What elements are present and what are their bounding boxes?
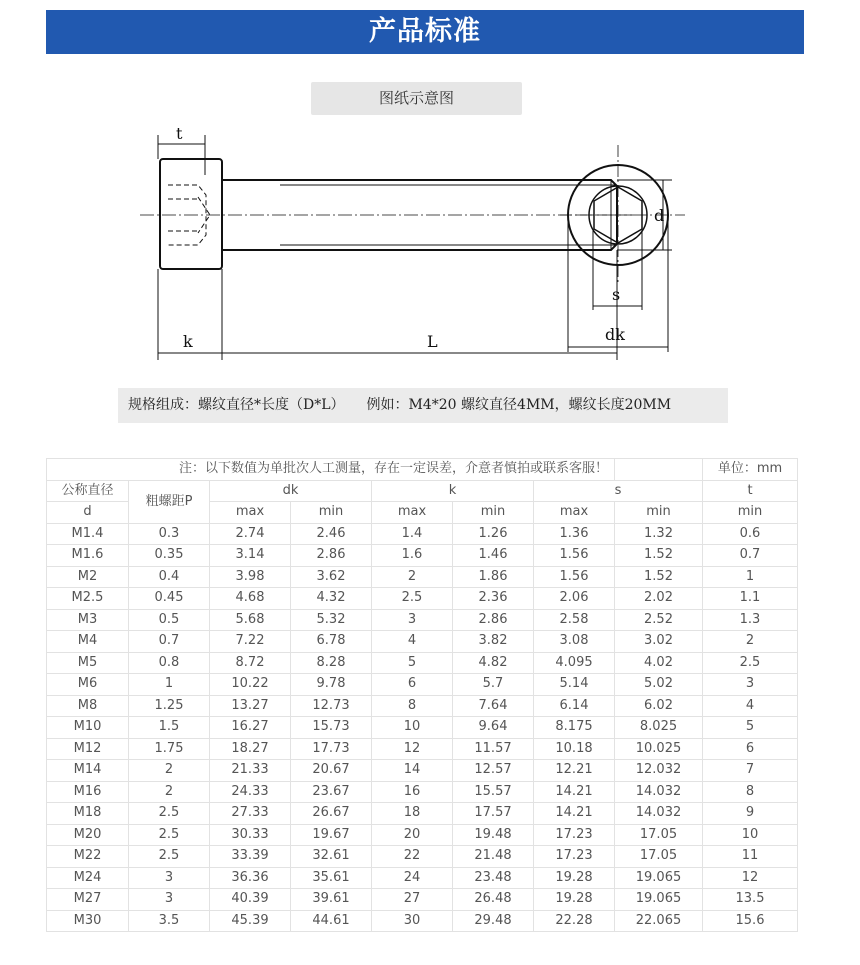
table-note: 注：以下数值为单批次人工测量，存在一定误差，介意者慎拍或联系客服！ [47,459,615,481]
cell-t-min: 8 [703,781,798,803]
cell-t-min: 1 [703,566,798,588]
cell-dk-min: 20.67 [291,760,372,782]
spec-composition: 规格组成：螺纹直径*长度（D*L） [128,397,345,413]
header-t: t [703,480,798,502]
cell-s-min: 1.52 [615,545,703,567]
cell-s-min: 1.52 [615,566,703,588]
cell-d: M2.5 [47,588,129,610]
cell-k-min: 2.86 [453,609,534,631]
cell-dk-min: 26.67 [291,803,372,825]
cell-d: M5 [47,652,129,674]
cell-s-max: 19.28 [534,867,615,889]
cell-t-min: 2.5 [703,652,798,674]
table-row [47,566,798,588]
cell-k-max: 2 [372,566,453,588]
table-row [47,738,798,760]
header-row-1 [47,480,798,502]
cell-p: 0.5 [129,609,210,631]
table-row [47,631,798,653]
cell-k-max: 27 [372,889,453,911]
cell-dk-max: 4.68 [210,588,291,610]
cell-dk-min: 5.32 [291,609,372,631]
cell-k-min: 19.48 [453,824,534,846]
table-row [47,824,798,846]
cell-p: 1 [129,674,210,696]
cell-p: 1.5 [129,717,210,739]
cell-p: 3 [129,889,210,911]
cell-dk-max: 21.33 [210,760,291,782]
cell-d: M6 [47,674,129,696]
cell-dk-min: 19.67 [291,824,372,846]
note-row [47,459,798,481]
cell-s-max: 8.175 [534,717,615,739]
cell-t-min: 13.5 [703,889,798,911]
cell-k-max: 14 [372,760,453,782]
cell-k-min: 1.86 [453,566,534,588]
screw-end-view [560,140,695,355]
cell-p: 0.7 [129,631,210,653]
cell-s-max: 22.28 [534,910,615,932]
cell-p: 2.5 [129,824,210,846]
header-pitch: 粗螺距P [129,480,210,523]
header-dk-max: max [210,502,291,524]
cell-s-max: 17.23 [534,824,615,846]
k-L-dimension [158,250,617,360]
cell-dk-max: 10.22 [210,674,291,696]
cell-t-min: 0.6 [703,523,798,545]
dim-label-k: k [183,332,193,351]
cell-k-min: 1.46 [453,545,534,567]
cell-s-max: 2.06 [534,588,615,610]
cell-k-min: 21.48 [453,846,534,868]
cell-k-min: 7.64 [453,695,534,717]
table-row [47,910,798,932]
cell-d: M12 [47,738,129,760]
cell-k-min: 23.48 [453,867,534,889]
cell-dk-max: 45.39 [210,910,291,932]
table-row [47,781,798,803]
cell-k-min: 12.57 [453,760,534,782]
cell-k-min: 1.26 [453,523,534,545]
cell-k-min: 3.82 [453,631,534,653]
cell-t-min: 4 [703,695,798,717]
cell-dk-min: 2.46 [291,523,372,545]
cell-s-min: 19.065 [615,889,703,911]
cell-p: 0.4 [129,566,210,588]
table-unit: 单位：mm [703,459,798,481]
cell-s-max: 2.58 [534,609,615,631]
cell-t-min: 1.3 [703,609,798,631]
cell-d: M3 [47,609,129,631]
cell-k-max: 2.5 [372,588,453,610]
cell-s-min: 17.05 [615,846,703,868]
table-row [47,889,798,911]
cell-s-max: 14.21 [534,803,615,825]
table-row [47,609,798,631]
cell-dk-max: 24.33 [210,781,291,803]
table-row [47,588,798,610]
cell-dk-max: 13.27 [210,695,291,717]
cell-d: M1.4 [47,523,129,545]
dim-label-t: t [176,124,183,143]
empty-cell [615,459,703,481]
cell-d: M27 [47,889,129,911]
cell-d: M2 [47,566,129,588]
cell-s-max: 4.095 [534,652,615,674]
header-k-max: max [372,502,453,524]
cell-s-min: 6.02 [615,695,703,717]
dimension-table [46,458,798,932]
cell-dk-max: 8.72 [210,652,291,674]
cell-k-min: 17.57 [453,803,534,825]
cell-dk-min: 3.62 [291,566,372,588]
cell-s-max: 19.28 [534,889,615,911]
table-row [47,803,798,825]
cell-k-max: 24 [372,867,453,889]
cell-s-min: 19.065 [615,867,703,889]
cell-d: M4 [47,631,129,653]
header-k-min: min [453,502,534,524]
cell-s-max: 12.21 [534,760,615,782]
cell-t-min: 12 [703,867,798,889]
table-row [47,695,798,717]
cell-dk-max: 30.33 [210,824,291,846]
cell-k-max: 10 [372,717,453,739]
cell-dk-min: 12.73 [291,695,372,717]
spec-example: 例如：M4*20 螺纹直径4MM，螺纹长度20MM [366,397,672,413]
dim-label-d: d [654,206,665,225]
cell-p: 0.3 [129,523,210,545]
cell-dk-min: 15.73 [291,717,372,739]
header-t-min: min [703,502,798,524]
cell-dk-min: 4.32 [291,588,372,610]
cell-s-max: 10.18 [534,738,615,760]
cell-s-min: 22.065 [615,910,703,932]
header-s: s [534,480,703,502]
cell-dk-max: 7.22 [210,631,291,653]
cell-dk-min: 23.67 [291,781,372,803]
cell-k-max: 18 [372,803,453,825]
cell-t-min: 0.7 [703,545,798,567]
cell-k-max: 1.6 [372,545,453,567]
header-s-min: min [615,502,703,524]
cell-t-min: 2 [703,631,798,653]
header-d-line1: 公称直径 [47,480,129,502]
cell-k-max: 30 [372,910,453,932]
cell-k-min: 9.64 [453,717,534,739]
cell-d: M8 [47,695,129,717]
cell-p: 0.35 [129,545,210,567]
cell-t-min: 15.6 [703,910,798,932]
spec-format-bar [118,388,728,423]
cell-dk-min: 2.86 [291,545,372,567]
cell-s-min: 5.02 [615,674,703,696]
cell-k-min: 4.82 [453,652,534,674]
cell-t-min: 10 [703,824,798,846]
header-dk-min: min [291,502,372,524]
cell-s-max: 1.36 [534,523,615,545]
cell-s-max: 14.21 [534,781,615,803]
cell-k-min: 11.57 [453,738,534,760]
cell-k-max: 4 [372,631,453,653]
cell-dk-min: 32.61 [291,846,372,868]
table-row [47,760,798,782]
cell-dk-min: 39.61 [291,889,372,911]
cell-d: M16 [47,781,129,803]
cell-dk-max: 3.98 [210,566,291,588]
cell-d: M24 [47,867,129,889]
cell-dk-min: 9.78 [291,674,372,696]
cell-k-min: 5.7 [453,674,534,696]
cell-dk-max: 33.39 [210,846,291,868]
cell-p: 1.25 [129,695,210,717]
cell-s-min: 14.032 [615,781,703,803]
cell-p: 2.5 [129,846,210,868]
cell-dk-min: 44.61 [291,910,372,932]
dim-label-L: L [427,332,438,351]
cell-k-max: 22 [372,846,453,868]
cell-s-max: 17.23 [534,846,615,868]
cell-dk-min: 6.78 [291,631,372,653]
cell-p: 3.5 [129,910,210,932]
cell-p: 2.5 [129,803,210,825]
cell-d: M30 [47,910,129,932]
cell-t-min: 9 [703,803,798,825]
header-dk: dk [210,480,372,502]
table-row [47,867,798,889]
cell-k-max: 5 [372,652,453,674]
cell-k-max: 3 [372,609,453,631]
cell-k-min: 26.48 [453,889,534,911]
cell-k-max: 8 [372,695,453,717]
cell-dk-max: 27.33 [210,803,291,825]
cell-dk-max: 16.27 [210,717,291,739]
cell-dk-max: 36.36 [210,867,291,889]
cell-k-min: 15.57 [453,781,534,803]
cell-t-min: 11 [703,846,798,868]
cell-s-min: 14.032 [615,803,703,825]
cell-s-max: 1.56 [534,545,615,567]
cell-s-max: 3.08 [534,631,615,653]
cell-t-min: 1.1 [703,588,798,610]
cell-d: M20 [47,824,129,846]
section-banner [46,10,804,54]
dim-label-s: s [612,285,621,304]
cell-s-min: 10.025 [615,738,703,760]
cell-p: 1.75 [129,738,210,760]
cell-dk-min: 35.61 [291,867,372,889]
cell-d: M18 [47,803,129,825]
cell-d: M22 [47,846,129,868]
cell-s-min: 4.02 [615,652,703,674]
cell-k-max: 6 [372,674,453,696]
header-s-max: max [534,502,615,524]
cell-t-min: 7 [703,760,798,782]
cell-d: M1.6 [47,545,129,567]
cell-dk-min: 17.73 [291,738,372,760]
cell-k-min: 2.36 [453,588,534,610]
cell-dk-max: 5.68 [210,609,291,631]
table-row [47,674,798,696]
drawing-label: 图纸示意图 [311,82,522,115]
cell-k-max: 12 [372,738,453,760]
table-row [47,652,798,674]
table-row [47,545,798,567]
cell-s-min: 2.52 [615,609,703,631]
cell-s-min: 8.025 [615,717,703,739]
cell-s-max: 5.14 [534,674,615,696]
header-d-line2: d [47,502,129,524]
table-row [47,523,798,545]
cell-s-max: 1.56 [534,566,615,588]
cell-k-min: 29.48 [453,910,534,932]
cell-dk-max: 40.39 [210,889,291,911]
header-k: k [372,480,534,502]
banner-title: 产品标准 [369,16,481,47]
cell-s-min: 2.02 [615,588,703,610]
cell-dk-min: 8.28 [291,652,372,674]
cell-s-min: 3.02 [615,631,703,653]
cell-s-min: 1.32 [615,523,703,545]
dim-label-dk: dk [605,325,625,344]
cell-d: M14 [47,760,129,782]
cell-t-min: 3 [703,674,798,696]
cell-dk-max: 3.14 [210,545,291,567]
cell-p: 0.8 [129,652,210,674]
cell-p: 3 [129,867,210,889]
cell-t-min: 5 [703,717,798,739]
cell-s-min: 17.05 [615,824,703,846]
cell-t-min: 6 [703,738,798,760]
cell-k-max: 20 [372,824,453,846]
cell-p: 2 [129,781,210,803]
cell-p: 0.45 [129,588,210,610]
cell-dk-max: 18.27 [210,738,291,760]
cell-s-max: 6.14 [534,695,615,717]
table-row [47,846,798,868]
table-row [47,717,798,739]
cell-k-max: 1.4 [372,523,453,545]
cell-dk-max: 2.74 [210,523,291,545]
cell-k-max: 16 [372,781,453,803]
cell-p: 2 [129,760,210,782]
screw-head [160,159,222,269]
cell-d: M10 [47,717,129,739]
cell-s-min: 12.032 [615,760,703,782]
